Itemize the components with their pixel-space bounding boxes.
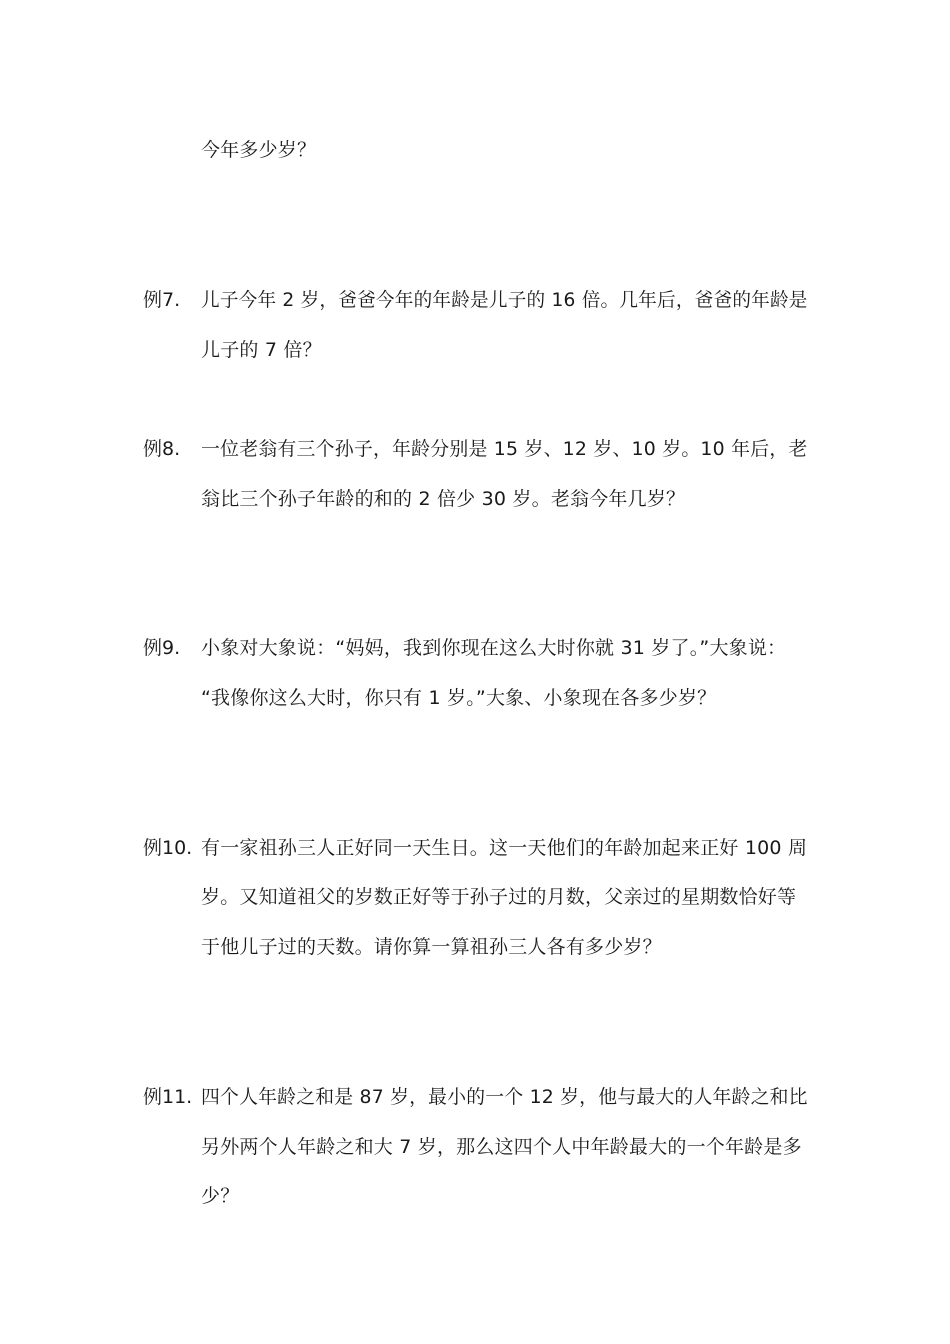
problem-label: 例9. bbox=[143, 637, 181, 659]
problem-line: 岁。又知道祖父的岁数正好等于孙子过的月数，父亲过的星期数恰好等 bbox=[201, 886, 797, 908]
problem-line: 儿子的 7 倍？ bbox=[201, 339, 322, 361]
problem-line: 小象对大象说：“妈妈，我到你现在这么大时你就 31 岁了。”大象说： bbox=[201, 637, 787, 659]
problem-line: 儿子今年 2 岁，爸爸今年的年龄是儿子的 16 倍。几年后，爸爸的年龄是 bbox=[201, 289, 808, 311]
problem-line: 另外两个人年龄之和大 7 岁，那么这四个人中年龄最大的一个年龄是多 bbox=[201, 1136, 802, 1158]
problem-line: 翁比三个孙子年龄的和的 2 倍少 30 岁。老翁今年几岁？ bbox=[201, 488, 686, 510]
problem-label: 例11. bbox=[143, 1086, 193, 1108]
problem-line: “我像你这么大时，你只有 1 岁。”大象、小象现在各多少岁？ bbox=[201, 687, 717, 709]
problem-line: 有一家祖孙三人正好同一天生日。这一天他们的年龄加起来正好 100 周 bbox=[201, 837, 808, 859]
problem-label: 例10. bbox=[143, 837, 193, 859]
problem-line: 一位老翁有三个孙子，年龄分别是 15 岁、12 岁、10 岁。10 年后，老 bbox=[201, 438, 808, 460]
continuation-line: 今年多少岁？ bbox=[201, 139, 317, 161]
problem-line: 四个人年龄之和是 87 岁，最小的一个 12 岁，他与最大的人年龄之和比 bbox=[201, 1086, 808, 1108]
problem-line: 于他儿子过的天数。请你算一算祖孙三人各有多少岁？ bbox=[201, 936, 662, 958]
problem-line: 少？ bbox=[201, 1185, 240, 1207]
problem-label: 例7. bbox=[143, 289, 181, 311]
problem-label: 例8. bbox=[143, 438, 181, 460]
